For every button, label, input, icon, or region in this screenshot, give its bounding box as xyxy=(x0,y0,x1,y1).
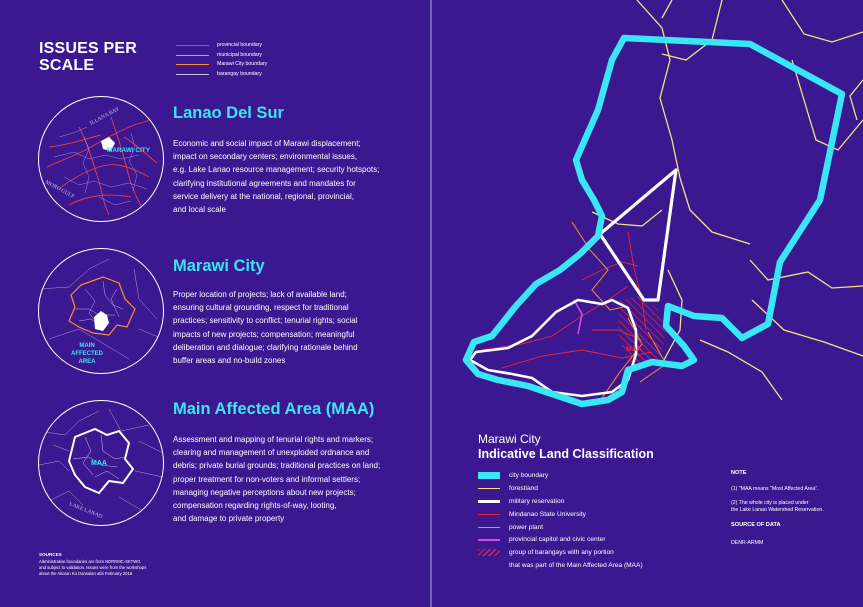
legend-item-barangay: barangay boundary xyxy=(176,70,267,80)
capitol-lines xyxy=(574,300,582,334)
legend-power-plant: power plant xyxy=(478,521,643,534)
legend-forestland: forestland xyxy=(478,482,643,495)
forestland-swatch xyxy=(478,488,500,489)
city-boundary-swatch xyxy=(478,472,500,479)
marawi-city-map xyxy=(38,248,164,374)
section-text-lanao: Economic and social impact of Marawi displacement; impact on secondary centers; environmental issues, e.g. Lake Lanao resource management; security hotspots; clarifying institutional agreements and mandates for service delivery at the national, regional, provincial, and local scale xyxy=(173,139,380,215)
hatch-swatch xyxy=(478,549,500,556)
legend-capitol: provincial capitol and civic center xyxy=(478,533,643,546)
marawi-swatch xyxy=(176,64,209,65)
provincial-swatch xyxy=(176,45,209,46)
section-text-marawi: Proper location of projects; lack of available land; ensuring cultural grounding, respect for traditional practices; sensitivity to conflict; tenurial rights; social impacts of new projects; compensation; meaningful deliberation and dialogue; clarifying rationale behind buffer areas and no-build zones xyxy=(173,290,358,366)
power-plant-swatch xyxy=(478,527,500,528)
msu-swatch xyxy=(478,514,500,515)
left-page xyxy=(0,0,431,607)
legend-item-marawi: Marawi City boundary xyxy=(176,60,267,70)
affected-label: AFFECTED xyxy=(71,351,103,357)
legend-military: military reservation xyxy=(478,495,643,508)
section-text-maa: Assessment and mapping of tenurial rights and markers; clearing and management of unexploded ordnance and debris; private burial grounds; traditional practices on land; proper treatment for non-voters and informal settlers; managing negative perceptions about new projects; compensation regarding rights-of-way, looting, and damage to private property xyxy=(173,435,381,524)
legend-item-municipal: municipal boundary xyxy=(176,51,267,61)
section-title-marawi: Marawi City xyxy=(173,257,265,275)
boundary-legend xyxy=(176,41,267,79)
legend-msu: Mindanao State University xyxy=(478,508,643,521)
page-title: ISSUES PER SCALE xyxy=(39,40,138,74)
maa-label: MAA xyxy=(91,460,107,467)
municipal-swatch xyxy=(176,55,209,56)
capitol-swatch xyxy=(478,539,500,541)
note-item-1: (1) "MAA means "Most Affected Area". xyxy=(731,486,819,492)
main-label: MAIN xyxy=(79,343,95,349)
barangay-swatch xyxy=(176,74,209,75)
military-reservation xyxy=(600,170,676,300)
map-legend xyxy=(478,469,643,572)
lanao-del-sur-map xyxy=(38,96,164,222)
right-page xyxy=(432,0,863,607)
moro-gulf-label: MORO GULF xyxy=(44,179,76,200)
map-title: Marawi City Indicative Land Classification xyxy=(478,432,654,461)
legend-maa-group-cont: that was part of the Main Affected Area (MAA) xyxy=(509,562,643,570)
land-classification-map xyxy=(432,0,863,430)
marawi-city-label: MARAWI CITY xyxy=(107,147,150,154)
section-title-lanao: Lanao Del Sur xyxy=(173,104,284,122)
legend-item-provincial: provincial boundary xyxy=(176,41,267,51)
section-title-maa: Main Affected Area (MAA) xyxy=(173,400,375,418)
note-item-2: (2) The whole city is placed under the Lake Lanao Watershed Reservation. xyxy=(731,500,824,513)
legend-maa-group: group of barangays with any portion xyxy=(478,546,643,559)
area-label: AREA xyxy=(78,359,96,365)
sources: SOURCES Administrative boundaries are from NDRRMC-SKTWG and subject to validation. Issues were from the workshops about the Akoran Ko Dansalan atbi February 2018. xyxy=(39,552,147,576)
lake-lanao-label: LAKE LANAO xyxy=(68,501,104,521)
legend-city-boundary: city boundary xyxy=(478,469,643,482)
illana-bay-label: ILLANA BAY xyxy=(89,106,121,127)
military-swatch xyxy=(478,500,500,503)
note-panel: NOTE (1) "MAA means "Most Affected Area". (2) The whole city is placed under the Lake Lanao Watershed Reservation. SOURCE OF DATA DENR-ARMM xyxy=(731,470,856,547)
maa-marker xyxy=(94,311,109,331)
maa-map xyxy=(38,400,164,526)
maa-map-label: MAA xyxy=(626,346,642,353)
